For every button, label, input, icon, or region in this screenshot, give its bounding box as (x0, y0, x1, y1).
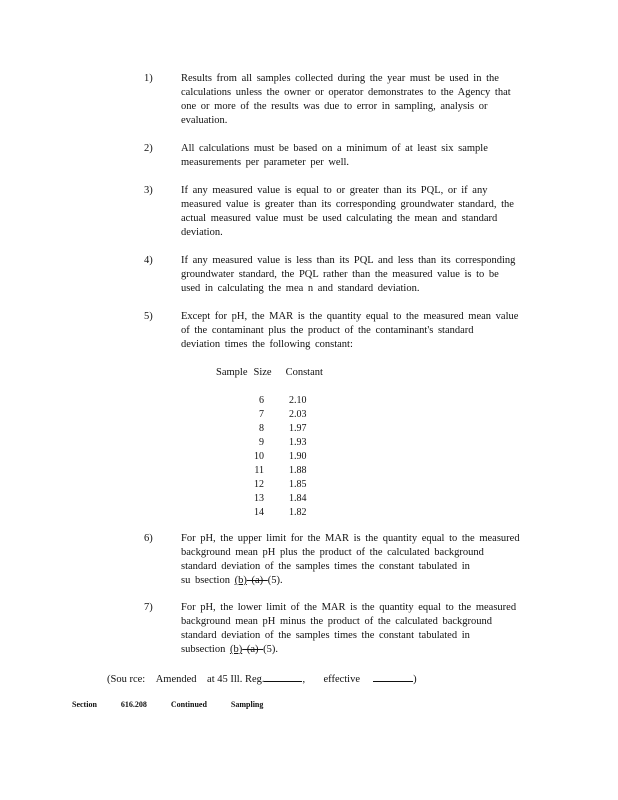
item-number: 4) (144, 255, 153, 266)
text-line: If any measured value is less than its PQL and less than its corresponding (181, 255, 516, 266)
footer-section: Section (72, 700, 97, 709)
sample-size-cell: 11 (254, 465, 264, 476)
source-comma: , (302, 674, 306, 685)
table-row (216, 450, 376, 464)
text-line: deviation. (181, 227, 223, 238)
struck-ref: (a) (242, 644, 264, 655)
source-effective: effective (323, 674, 361, 685)
sample-size-cell: 10 (254, 451, 264, 462)
table-body (216, 394, 376, 520)
item-number: 3) (144, 185, 153, 196)
footer-number: 616.208 (120, 700, 147, 709)
item-text (181, 254, 541, 296)
text-line: For pH, the upper limit for the MAR is the quantity equal to the measured (181, 533, 520, 544)
item-number: 5) (144, 311, 153, 322)
table-row (216, 492, 376, 506)
text-line: For pH, the lower limit of the MAR is the quantity equal to the measured (181, 602, 517, 613)
sample-size-cell: 6 (259, 395, 264, 406)
text-line: standard deviation of the samples times the constant tabulated in (181, 561, 470, 572)
text-line: evaluation. (181, 115, 228, 126)
effective-date-blank (373, 671, 413, 682)
constant-cell: 2.03 (289, 409, 307, 420)
ref-end: (5). (267, 575, 283, 586)
text-line: All calculations must be based on a minimum of at least six sample (181, 143, 488, 154)
item-text (181, 184, 541, 240)
register-blank (264, 671, 302, 682)
sample-size-cell: 9 (259, 437, 264, 448)
ref-prefix: subsection (181, 644, 230, 655)
table-row (216, 464, 376, 478)
text-line: background mean pH plus the product of the calculated background (181, 547, 484, 558)
table-row (216, 436, 376, 450)
table-row (216, 422, 376, 436)
source-note (107, 671, 417, 685)
item-text (181, 601, 541, 657)
constant-cell: 1.90 (289, 451, 307, 462)
struck-ref: (a) (246, 575, 268, 586)
text-line: calculations unless the owner or operator demonstrates to the Agency that (181, 87, 511, 98)
sample-size-cell: 12 (254, 479, 264, 490)
text-line-ref (181, 574, 541, 588)
item-text (181, 310, 541, 352)
text-line: Results from all samples collected during the year must be used in the (181, 73, 499, 84)
sample-size-cell: 13 (254, 493, 264, 504)
source-at: at 45 Ill. Reg. (207, 674, 265, 685)
text-line: groundwater standard, the PQL rather than the measured value is to be (181, 269, 499, 280)
text-line: measurements per parameter per well. (181, 157, 350, 168)
footer-title: Sampling (230, 700, 264, 709)
sample-size-cell: 7 (259, 409, 264, 420)
table-row (216, 506, 376, 520)
item-number: 7) (144, 602, 153, 613)
constant-cell: 1.82 (289, 507, 307, 518)
text-line: background mean pH minus the product of the calculated background (181, 616, 493, 627)
header-constant: Constant (285, 367, 323, 378)
source-amended: Amended (155, 674, 197, 685)
source-close: ) (413, 674, 417, 685)
text-line: Except for pH, the MAR is the quantity equal to the measured mean value (181, 311, 519, 322)
table-row (216, 394, 376, 408)
constant-cell: 1.93 (289, 437, 307, 448)
item-text (181, 532, 541, 588)
table-row (216, 478, 376, 492)
item-text (181, 72, 541, 128)
text-line: of the contaminant plus the product of the contaminant's standard (181, 325, 474, 336)
ref-end: (5). (263, 644, 278, 655)
item-number: 6) (144, 533, 153, 544)
item-number: 1) (144, 73, 153, 84)
table-row (216, 408, 376, 422)
constant-cell: 2.10 (289, 395, 307, 406)
text-line: standard deviation of the samples times the constant tabulated in (181, 630, 470, 641)
source-open: (Sou rce: (107, 674, 146, 685)
ref-prefix: su bsection (181, 575, 235, 586)
text-line: actual measured value must be used calculating the mean and standard (181, 213, 498, 224)
footer-continued: Continued (170, 700, 207, 709)
text-line-ref (181, 643, 541, 657)
table-header (216, 366, 339, 380)
item-text (181, 142, 541, 170)
text-line: If any measured value is equal to or greater than its PQL, or if any (181, 185, 488, 196)
sample-size-cell: 8 (259, 423, 264, 434)
header-size: Size (253, 367, 272, 378)
text-line: deviation times the following constant: (181, 339, 353, 350)
constant-cell: 1.88 (289, 465, 307, 476)
constant-cell: 1.84 (289, 493, 307, 504)
header-sample: Sample (216, 367, 248, 378)
text-line: used in calculating the mea n and standard deviation. (181, 283, 420, 294)
text-line: measured value is greater than its corresponding groundwater standard, the (181, 199, 514, 210)
item-number: 2) (144, 143, 153, 154)
section-footer (72, 700, 287, 709)
constant-cell: 1.97 (289, 423, 307, 434)
inserted-ref: (b) (234, 575, 247, 586)
text-line: one or more of the results was due to error in sampling, analysis or (181, 101, 488, 112)
sample-size-cell: 14 (254, 507, 264, 518)
constant-cell: 1.85 (289, 479, 307, 490)
inserted-ref: (b) (229, 644, 243, 655)
